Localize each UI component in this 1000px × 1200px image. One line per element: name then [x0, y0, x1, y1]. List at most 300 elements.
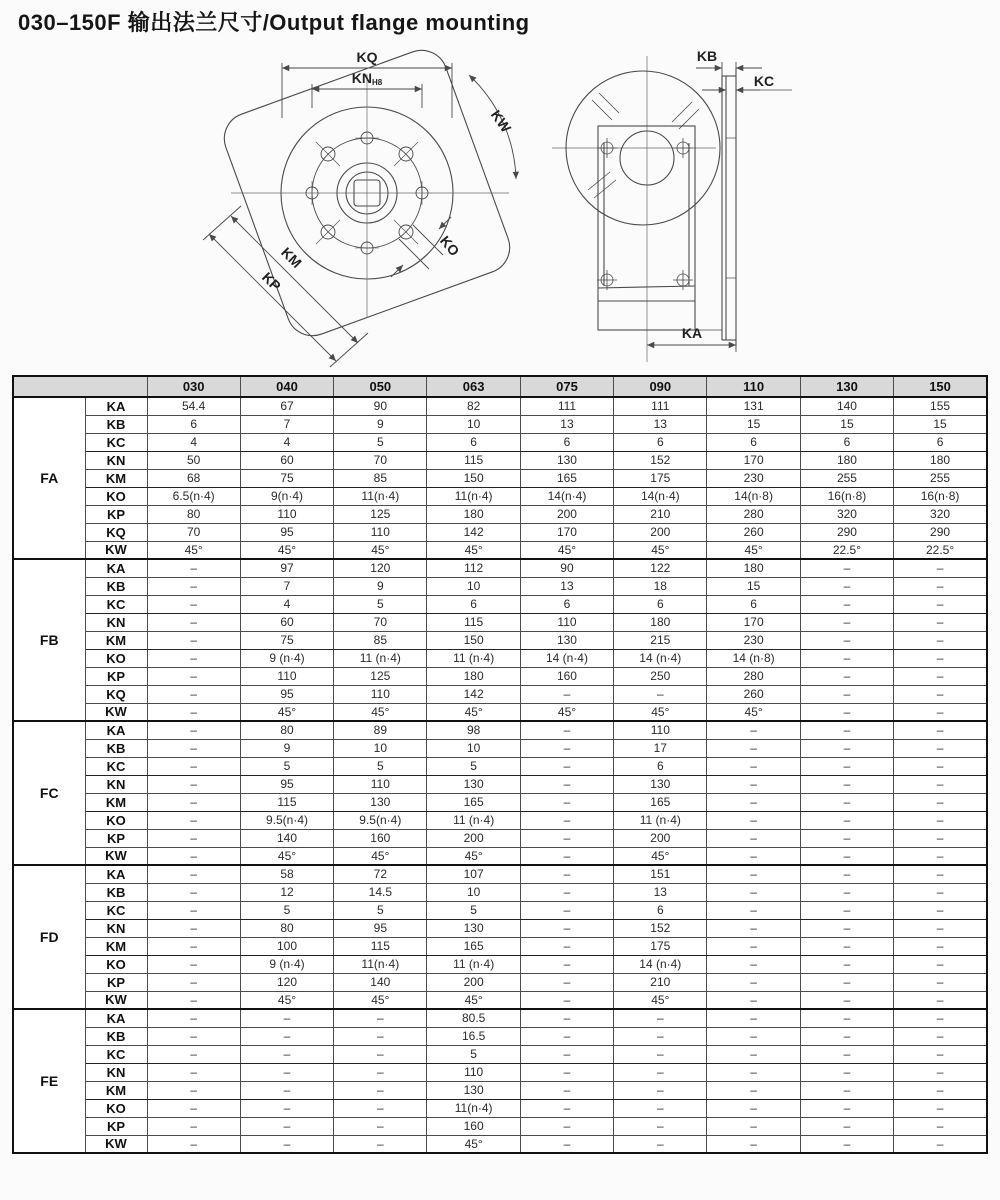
table-cell: 110 [334, 775, 427, 793]
row-label: KB [85, 415, 147, 433]
table-cell: – [894, 1135, 987, 1153]
table-cell: – [147, 1045, 240, 1063]
table-cell: 11 (n·4) [427, 811, 520, 829]
table-cell: 80 [147, 505, 240, 523]
row-label: KP [85, 667, 147, 685]
table-row-FB-KW [13, 703, 987, 721]
table-cell: – [520, 901, 613, 919]
table-cell: – [894, 577, 987, 595]
table-cell: – [894, 811, 987, 829]
bolt-symbols [597, 138, 693, 290]
table-cell: 45° [520, 703, 613, 721]
table-cell: – [800, 685, 893, 703]
row-label: KN [85, 451, 147, 469]
table-cell: 45° [520, 541, 613, 559]
table-cell: 260 [707, 523, 800, 541]
table-cell: 6.5(n·4) [147, 487, 240, 505]
table-cell: 45° [427, 541, 520, 559]
table-cell: – [240, 1135, 333, 1153]
table-cell: – [614, 1081, 707, 1099]
table-cell: – [894, 613, 987, 631]
table-cell: 11(n·4) [427, 487, 520, 505]
row-label: KW [85, 1135, 147, 1153]
table-cell: – [800, 829, 893, 847]
gear-body [598, 126, 695, 330]
table-cell: – [707, 1135, 800, 1153]
dimensions-table [12, 375, 988, 1154]
row-label: KM [85, 631, 147, 649]
table-cell: – [894, 775, 987, 793]
table-cell: – [334, 1117, 427, 1135]
table-cell: – [147, 757, 240, 775]
table-cell: 90 [520, 559, 613, 577]
table-cell: 82 [427, 397, 520, 415]
table-cell: – [707, 865, 800, 883]
flange-front-view-drawing [175, 48, 540, 373]
table-cell: 50 [147, 451, 240, 469]
table-cell: 5 [240, 757, 333, 775]
table-cell: 6 [707, 433, 800, 451]
table-cell: 16(n·8) [800, 487, 893, 505]
table-row-FC-KA [13, 721, 987, 739]
table-cell: 170 [520, 523, 613, 541]
table-cell: – [800, 865, 893, 883]
table-cell: 255 [800, 469, 893, 487]
table-cell: 130 [520, 451, 613, 469]
table-cell: 6 [614, 595, 707, 613]
table-cell: – [147, 1081, 240, 1099]
row-label: KN [85, 919, 147, 937]
table-cell: 180 [427, 505, 520, 523]
column-header-030: 030 [147, 376, 240, 397]
table-cell: – [707, 1063, 800, 1081]
table-cell: 210 [614, 505, 707, 523]
row-label: KO [85, 811, 147, 829]
table-cell: – [800, 1117, 893, 1135]
table-cell: – [800, 1045, 893, 1063]
row-label: KM [85, 1081, 147, 1099]
table-cell: – [800, 937, 893, 955]
table-cell: – [894, 1063, 987, 1081]
table-cell: 11(n·4) [334, 955, 427, 973]
table-cell: 45° [147, 541, 240, 559]
table-cell: 120 [240, 973, 333, 991]
table-cell: 151 [614, 865, 707, 883]
table-cell: – [147, 613, 240, 631]
table-cell: 6 [427, 595, 520, 613]
dim-label-ka: KA [681, 325, 703, 341]
table-cell: – [894, 901, 987, 919]
table-cell: 180 [894, 451, 987, 469]
table-cell: 14.5 [334, 883, 427, 901]
table-row-FE-KN [13, 1063, 987, 1081]
table-cell: 152 [614, 919, 707, 937]
table-cell: – [800, 595, 893, 613]
table-cell: 45° [334, 541, 427, 559]
row-label: KQ [85, 523, 147, 541]
table-cell: 13 [614, 415, 707, 433]
table-cell: 115 [334, 937, 427, 955]
table-cell: – [334, 1045, 427, 1063]
table-cell: – [800, 703, 893, 721]
table-cell: – [800, 1099, 893, 1117]
page-title: 030–150F 输出法兰尺寸/Output flange mounting [18, 10, 530, 35]
table-cell: 200 [614, 829, 707, 847]
dim-label-kq: KQ [356, 49, 378, 65]
table-cell: 5 [240, 901, 333, 919]
table-row-FA-KC [13, 433, 987, 451]
table-cell: – [707, 991, 800, 1009]
table-row-FA-KO [13, 487, 987, 505]
table-cell: 45° [707, 541, 800, 559]
table-cell: 11(n·4) [427, 1099, 520, 1117]
table-cell: – [800, 991, 893, 1009]
table-cell: 290 [800, 523, 893, 541]
table-row-FC-KC [13, 757, 987, 775]
row-label: KM [85, 469, 147, 487]
table-cell: 125 [334, 667, 427, 685]
table-cell: 95 [240, 523, 333, 541]
table-cell: 180 [614, 613, 707, 631]
table-cell: – [614, 1027, 707, 1045]
table-cell: 95 [240, 685, 333, 703]
row-label: KA [85, 721, 147, 739]
table-cell: – [707, 847, 800, 865]
table-cell: – [800, 1027, 893, 1045]
table-cell: 11 (n·4) [334, 649, 427, 667]
table-row-FA-KW [13, 541, 987, 559]
dim-label-km: KM [278, 244, 305, 271]
table-cell: – [147, 595, 240, 613]
row-label: KC [85, 595, 147, 613]
table-cell: – [800, 775, 893, 793]
table-cell: – [894, 793, 987, 811]
table-row-FC-KW [13, 847, 987, 865]
table-cell: – [894, 883, 987, 901]
table-cell: – [800, 847, 893, 865]
column-header-050: 050 [334, 376, 427, 397]
table-cell: – [147, 937, 240, 955]
table-cell: – [707, 811, 800, 829]
table-cell: 14(n·4) [614, 487, 707, 505]
table-cell: 75 [240, 631, 333, 649]
table-cell: 45° [334, 991, 427, 1009]
row-label: KO [85, 487, 147, 505]
table-cell: – [147, 1009, 240, 1027]
column-header-110: 110 [707, 376, 800, 397]
table-row-FC-KN [13, 775, 987, 793]
row-label: KW [85, 703, 147, 721]
table-cell: 280 [707, 505, 800, 523]
table-cell: 140 [800, 397, 893, 415]
table-cell: – [894, 1099, 987, 1117]
table-row-FB-KM [13, 631, 987, 649]
row-label: KN [85, 775, 147, 793]
table-cell: – [707, 739, 800, 757]
table-cell: – [520, 1117, 613, 1135]
table-cell: 280 [707, 667, 800, 685]
table-cell: – [147, 667, 240, 685]
table-cell: – [707, 919, 800, 937]
table-cell: 45° [614, 847, 707, 865]
table-cell: – [800, 577, 893, 595]
table-cell: 165 [427, 937, 520, 955]
table-cell: – [894, 667, 987, 685]
table-cell: – [147, 577, 240, 595]
flange-side-view-drawing [540, 48, 960, 373]
table-cell: 142 [427, 685, 520, 703]
table-cell: 110 [334, 685, 427, 703]
table-cell: – [334, 1135, 427, 1153]
table-cell: 95 [240, 775, 333, 793]
table-cell: 97 [240, 559, 333, 577]
table-cell: 5 [334, 901, 427, 919]
table-cell: – [520, 991, 613, 1009]
dim-label-kw: KW [487, 106, 515, 136]
table-cell: – [334, 1099, 427, 1117]
table-cell: 320 [894, 505, 987, 523]
table-cell: 80 [240, 721, 333, 739]
table-cell: 200 [427, 829, 520, 847]
table-cell: 13 [614, 883, 707, 901]
table-cell: 45° [334, 703, 427, 721]
table-cell: – [707, 937, 800, 955]
table-cell: – [894, 847, 987, 865]
table-cell: – [520, 1099, 613, 1117]
table-cell: 100 [240, 937, 333, 955]
table-cell: – [894, 559, 987, 577]
table-cell: 6 [520, 433, 613, 451]
table-cell: 7 [240, 577, 333, 595]
table-cell: 67 [240, 397, 333, 415]
column-header-075: 075 [520, 376, 613, 397]
dim-label-kn-tolerance: H8 [372, 78, 383, 87]
table-cell: – [147, 631, 240, 649]
column-header-063: 063 [427, 376, 520, 397]
table-cell: – [240, 1081, 333, 1099]
row-label: KA [85, 865, 147, 883]
table-cell: 13 [520, 415, 613, 433]
table-cell: 6 [614, 901, 707, 919]
table-cell: – [894, 937, 987, 955]
table-row-FD-KM [13, 937, 987, 955]
row-label: KB [85, 883, 147, 901]
table-cell: 6 [614, 757, 707, 775]
table-cell: 110 [520, 613, 613, 631]
table-cell: 9.5(n·4) [240, 811, 333, 829]
table-cell: 90 [334, 397, 427, 415]
table-cell: – [147, 1099, 240, 1117]
row-label: KP [85, 829, 147, 847]
table-row-FC-KM [13, 793, 987, 811]
row-label: KO [85, 1099, 147, 1117]
row-label: KO [85, 955, 147, 973]
table-cell: – [520, 739, 613, 757]
table-row-FC-KP [13, 829, 987, 847]
table-cell: 70 [334, 451, 427, 469]
table-cell: – [520, 1009, 613, 1027]
table-cell: 4 [147, 433, 240, 451]
table-cell: 10 [427, 883, 520, 901]
table-row-FB-KB [13, 577, 987, 595]
table-cell: – [147, 919, 240, 937]
table-cell: 4 [240, 433, 333, 451]
row-label: KC [85, 1045, 147, 1063]
table-cell: 58 [240, 865, 333, 883]
table-cell: 110 [240, 505, 333, 523]
table-cell: 10 [334, 739, 427, 757]
table-row-FA-KN [13, 451, 987, 469]
table-cell: – [147, 721, 240, 739]
table-cell: – [614, 1063, 707, 1081]
table-cell: – [147, 847, 240, 865]
dim-label-kn: KN [351, 70, 372, 86]
table-cell: 200 [427, 973, 520, 991]
table-cell: – [147, 1063, 240, 1081]
section-FB [13, 559, 987, 721]
table-cell: 112 [427, 559, 520, 577]
table-cell: – [800, 1063, 893, 1081]
table-cell: – [614, 1099, 707, 1117]
table-cell: 250 [614, 667, 707, 685]
table-cell: 89 [334, 721, 427, 739]
section-FE [13, 1009, 987, 1153]
table-cell: 107 [427, 865, 520, 883]
table-cell: 5 [427, 757, 520, 775]
table-cell: 9 [334, 577, 427, 595]
table-cell: – [520, 721, 613, 739]
table-cell: – [707, 955, 800, 973]
row-label: KM [85, 793, 147, 811]
table-row-FC-KO [13, 811, 987, 829]
section-FC [13, 721, 987, 865]
table-cell: 130 [334, 793, 427, 811]
table-cell: – [707, 775, 800, 793]
table-cell: 230 [707, 631, 800, 649]
table-cell: – [520, 775, 613, 793]
table-cell: – [894, 1027, 987, 1045]
table-cell: 120 [334, 559, 427, 577]
table-cell: 140 [240, 829, 333, 847]
table-cell: – [894, 649, 987, 667]
table-cell: 80.5 [427, 1009, 520, 1027]
table-cell: – [334, 1063, 427, 1081]
dim-label-kb: KB [696, 48, 718, 64]
table-cell: – [894, 973, 987, 991]
table-cell: – [614, 1045, 707, 1063]
group-label-FE: FE [13, 1009, 85, 1153]
table-cell: – [707, 829, 800, 847]
table-cell: 45° [240, 541, 333, 559]
table-cell: – [334, 1009, 427, 1027]
table-cell: – [894, 1009, 987, 1027]
table-cell: 45° [427, 703, 520, 721]
table-cell: – [520, 1027, 613, 1045]
table-cell: – [520, 1063, 613, 1081]
table-cell: – [614, 1135, 707, 1153]
table-cell: – [800, 739, 893, 757]
table-cell: 130 [427, 1081, 520, 1099]
table-cell: – [520, 757, 613, 775]
table-row-FE-KM [13, 1081, 987, 1099]
row-label: KN [85, 1063, 147, 1081]
table-row-FC-KB [13, 739, 987, 757]
table-cell: – [800, 883, 893, 901]
table-cell: 11 (n·4) [614, 811, 707, 829]
table-cell: – [240, 1063, 333, 1081]
table-cell: 175 [614, 469, 707, 487]
row-label: KB [85, 1027, 147, 1045]
table-cell: 98 [427, 721, 520, 739]
table-cell: – [147, 793, 240, 811]
table-cell: 15 [707, 577, 800, 595]
table-cell: 14 (n·4) [520, 649, 613, 667]
table-cell: – [894, 919, 987, 937]
table-row-FB-KA [13, 559, 987, 577]
table-cell: – [147, 811, 240, 829]
row-label: KC [85, 757, 147, 775]
table-cell: – [147, 775, 240, 793]
table-cell: 45° [334, 847, 427, 865]
table-cell: 45° [707, 703, 800, 721]
table-cell: 140 [334, 973, 427, 991]
table-cell: – [894, 865, 987, 883]
row-label: KA [85, 397, 147, 415]
table-row-FE-KC [13, 1045, 987, 1063]
table-cell: 165 [520, 469, 613, 487]
table-cell: 122 [614, 559, 707, 577]
table-cell: 130 [614, 775, 707, 793]
table-cell: 60 [240, 451, 333, 469]
row-label: KP [85, 973, 147, 991]
row-label: KM [85, 937, 147, 955]
table-cell: – [147, 1027, 240, 1045]
group-label-FC: FC [13, 721, 85, 865]
table-cell: – [147, 883, 240, 901]
table-cell: – [520, 973, 613, 991]
table-cell: – [894, 631, 987, 649]
table-cell: – [800, 811, 893, 829]
flange-dimensions-table-wrap [12, 375, 988, 1154]
table-cell: 260 [707, 685, 800, 703]
row-label: KO [85, 649, 147, 667]
table-cell: 165 [427, 793, 520, 811]
svg-text:KNH8 [352, 70, 383, 87]
table-cell: – [147, 685, 240, 703]
table-cell: 85 [334, 631, 427, 649]
table-cell: – [800, 721, 893, 739]
table-cell: 14 (n·8) [707, 649, 800, 667]
table-cell: 165 [614, 793, 707, 811]
table-row-FD-KO [13, 955, 987, 973]
table-cell: – [707, 1045, 800, 1063]
table-cell: – [240, 1045, 333, 1063]
table-cell: – [894, 829, 987, 847]
table-cell: – [800, 667, 893, 685]
table-cell: 6 [427, 433, 520, 451]
table-cell: 110 [427, 1063, 520, 1081]
table-cell: – [520, 937, 613, 955]
table-cell: – [520, 793, 613, 811]
table-cell: 45° [614, 541, 707, 559]
table-cell: – [334, 1081, 427, 1099]
table-cell: 70 [334, 613, 427, 631]
table-cell: – [894, 1117, 987, 1135]
table-cell: 230 [707, 469, 800, 487]
table-cell: 11 (n·4) [427, 649, 520, 667]
table-cell: 170 [707, 613, 800, 631]
table-cell: – [800, 757, 893, 775]
